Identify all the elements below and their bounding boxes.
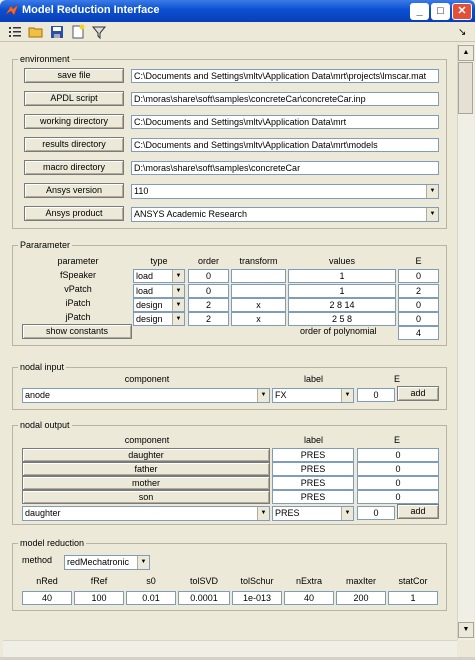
title-bar — [0, 0, 475, 22]
ansys-product-select[interactable] — [131, 207, 439, 222]
param-label-nextra: nExtra — [295, 576, 322, 586]
method-value: redMechatronic — [67, 557, 130, 567]
param-e-field[interactable]: 0 — [398, 269, 439, 283]
chevron-down-icon[interactable]: ▼ — [426, 185, 438, 198]
output-label-field[interactable]: PRES — [272, 490, 354, 504]
chevron-down-icon[interactable]: ▼ — [172, 270, 184, 282]
fref-field[interactable]: 100 — [74, 591, 124, 605]
param-order-field[interactable]: 0 — [188, 269, 229, 283]
output-label-field[interactable]: PRES — [272, 462, 354, 476]
param-label-fref: fRef — [90, 576, 108, 586]
output-label-field[interactable]: PRES — [272, 476, 354, 490]
param-name: vPatch — [64, 284, 92, 294]
order-of-polynomial-label: order of polynomial — [300, 326, 377, 336]
scroll-up-icon[interactable]: ▲ — [458, 45, 474, 61]
add-input-button[interactable]: add — [397, 386, 439, 401]
header-e: E — [393, 374, 400, 384]
s0-field[interactable]: 0.01 — [126, 591, 176, 605]
nextra-field[interactable]: 40 — [284, 591, 334, 605]
chevron-down-icon[interactable]: ▼ — [137, 556, 149, 569]
tolsvd-field[interactable]: 0.0001 — [178, 591, 230, 605]
vertical-scroll-thumb[interactable] — [458, 62, 473, 114]
list-icon[interactable] — [7, 24, 23, 40]
input-component-value: anode — [25, 390, 51, 400]
add-output-button[interactable]: add — [397, 504, 439, 519]
vertical-scrollbar[interactable] — [457, 44, 474, 640]
param-e-field[interactable]: 2 — [398, 284, 439, 298]
output-component-button[interactable]: daughter — [22, 448, 270, 462]
param-order-field[interactable]: 0 — [188, 284, 229, 298]
input-e-field[interactable]: 0 — [357, 388, 395, 402]
header-label: label — [303, 435, 323, 445]
open-folder-icon[interactable] — [28, 24, 44, 40]
chevron-down-icon[interactable]: ▼ — [172, 313, 184, 325]
param-values-field[interactable]: 1 — [288, 284, 396, 298]
param-type-select[interactable] — [133, 312, 185, 326]
param-name: fSpeaker — [59, 270, 97, 280]
output-label-select[interactable] — [272, 506, 354, 521]
maxiter-field[interactable]: 200 — [336, 591, 386, 605]
param-e-field[interactable]: 0 — [398, 298, 439, 312]
header-transform: transform — [239, 256, 278, 266]
output-e-field[interactable]: 0 — [357, 490, 439, 504]
method-label: method — [22, 555, 53, 565]
ansys-version-select[interactable] — [131, 184, 439, 199]
working-directory-button[interactable]: working directory — [24, 114, 124, 129]
environment-title: environment — [20, 54, 70, 64]
chevron-down-icon[interactable]: ▼ — [257, 507, 269, 520]
header-e: E — [415, 256, 422, 266]
tolschur-field[interactable]: 1e-013 — [232, 591, 282, 605]
output-e-field[interactable]: 0 — [357, 462, 439, 476]
results-directory-field[interactable]: C:\Documents and Settings\mltv\Application Data\mrt\models — [131, 138, 439, 152]
nodal-input-title: nodal input — [20, 362, 65, 372]
chevron-down-icon[interactable]: ▼ — [172, 299, 184, 311]
param-name: iPatch — [65, 298, 91, 308]
param-transform-field[interactable]: x — [231, 298, 286, 312]
output-e-field[interactable]: 0 — [357, 448, 439, 462]
window-title: Model Reduction Interface — [22, 4, 160, 16]
method-select[interactable] — [64, 555, 150, 570]
header-order: order — [197, 256, 219, 266]
nodal-output-title: nodal output — [20, 420, 70, 430]
macro-directory-field[interactable]: D:\moras\share\soft\samples\concreteCar — [131, 161, 439, 175]
apdl-script-field[interactable]: D:\moras\share\soft\samples\concreteCar\concreteCar.inp — [131, 92, 439, 106]
param-label-statcor: statCor — [398, 576, 428, 586]
horizontal-scrollbar[interactable] — [3, 640, 457, 657]
param-label-maxiter: maxIter — [345, 576, 376, 586]
header-values: values — [328, 256, 355, 266]
ansys-product-button[interactable]: Ansys product — [24, 206, 124, 221]
param-order-field[interactable]: 2 — [188, 312, 229, 326]
output-component-button[interactable]: mother — [22, 476, 270, 490]
corner-resize-icon: ↘ — [458, 27, 467, 38]
ansys-version-button[interactable]: Ansys version — [24, 183, 124, 198]
param-transform-field[interactable]: x — [231, 312, 286, 326]
output-e-new-field[interactable]: 0 — [357, 506, 395, 520]
apdl-script-button[interactable]: APDL script — [24, 91, 124, 106]
show-constants-button[interactable]: show constants — [22, 324, 132, 339]
ansys-product-value: ANSYS Academic Research — [134, 209, 248, 219]
header-parameter: parameter — [57, 256, 99, 266]
output-component-value: daughter — [25, 508, 61, 518]
param-type-select[interactable] — [133, 298, 185, 312]
param-type-value: load — [136, 271, 154, 281]
parameter-title: Pararameter — [20, 240, 71, 250]
param-values-field[interactable]: 2 5 8 — [288, 312, 396, 326]
param-type-select[interactable] — [133, 269, 185, 283]
new-file-icon[interactable] — [70, 24, 86, 40]
chevron-down-icon[interactable]: ▼ — [341, 389, 353, 402]
close-button[interactable]: ✕ — [452, 3, 472, 20]
working-directory-field[interactable]: C:\Documents and Settings\mltv\Application Data\mrt — [131, 115, 439, 129]
input-label-value: FX — [275, 390, 287, 400]
param-type-select[interactable] — [133, 284, 185, 298]
param-order-field[interactable]: 2 — [188, 298, 229, 312]
param-values-field[interactable]: 2 8 14 — [288, 298, 396, 312]
save-file-button[interactable]: save file — [24, 68, 124, 83]
scroll-down-icon[interactable]: ▼ — [458, 622, 474, 638]
param-values-field[interactable]: 1 — [288, 269, 396, 283]
header-label: label — [303, 374, 323, 384]
header-component: component — [124, 374, 170, 384]
chevron-down-icon[interactable]: ▼ — [172, 285, 184, 297]
macro-directory-button[interactable]: macro directory — [24, 160, 124, 175]
param-type-value: design — [136, 314, 163, 324]
statcor-field[interactable]: 1 — [388, 591, 438, 605]
header-component: component — [124, 435, 170, 445]
param-type-value: load — [136, 286, 154, 296]
output-component-button[interactable]: son — [22, 490, 270, 504]
maximize-button[interactable]: □ — [431, 3, 450, 20]
output-e-field[interactable]: 0 — [357, 476, 439, 490]
param-label-tolschur: tolSchur — [240, 576, 274, 586]
save-file-field[interactable]: C:\Documents and Settings\mltv\Application Data\mrt\projects\lmscar.mat — [131, 69, 439, 83]
header-e: E — [393, 435, 400, 445]
param-label-nred: nRed — [36, 576, 58, 586]
output-component-button[interactable]: father — [22, 462, 270, 476]
param-e-field[interactable]: 0 — [398, 312, 439, 326]
param-transform-field[interactable] — [231, 284, 286, 298]
param-name: jPatch — [65, 312, 91, 322]
header-type: type — [150, 256, 168, 266]
output-label-value: PRES — [275, 508, 300, 518]
param-type-value: design — [136, 300, 163, 310]
nred-field[interactable]: 40 — [22, 591, 72, 605]
output-component-select[interactable] — [22, 506, 270, 521]
param-label-s0: s0 — [146, 576, 156, 586]
filter-icon[interactable] — [91, 24, 107, 40]
ansys-version-value: 110 — [134, 186, 149, 196]
results-directory-button[interactable]: results directory — [24, 137, 124, 152]
matlab-logo-icon — [5, 3, 19, 17]
chevron-down-icon[interactable]: ▼ — [426, 208, 438, 221]
input-component-select[interactable] — [22, 388, 270, 403]
param-label-tolsvd: tolSVD — [189, 576, 218, 586]
save-icon[interactable] — [49, 24, 65, 40]
model-reduction-title: model reduction — [20, 538, 85, 548]
chevron-down-icon[interactable]: ▼ — [257, 389, 269, 402]
minimize-button[interactable]: _ — [410, 3, 429, 20]
output-label-field[interactable]: PRES — [272, 448, 354, 462]
order-of-polynomial-field[interactable]: 4 — [398, 326, 439, 340]
chevron-down-icon[interactable]: ▼ — [341, 507, 353, 520]
input-label-select[interactable] — [272, 388, 354, 403]
param-transform-field[interactable] — [231, 269, 286, 283]
